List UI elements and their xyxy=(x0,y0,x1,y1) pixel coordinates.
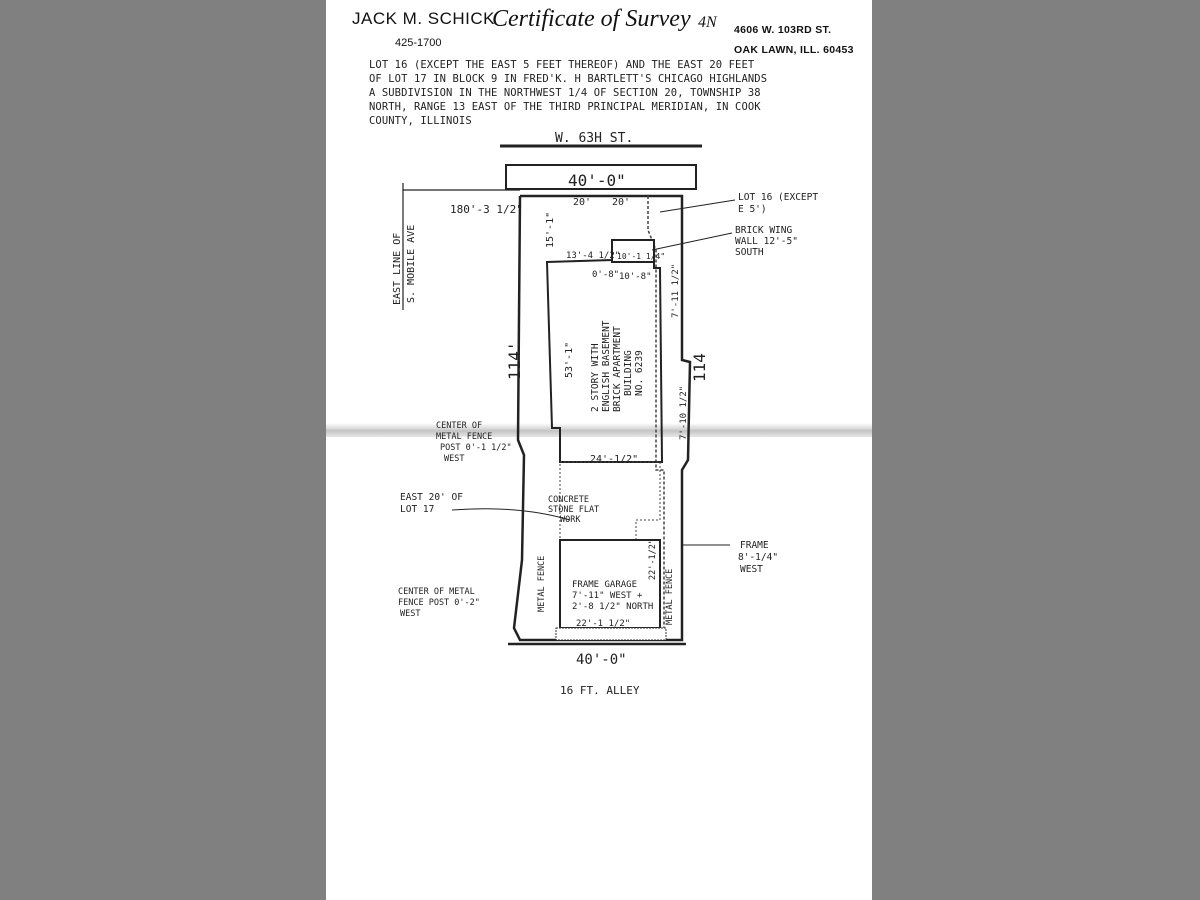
building-label-5: NO. 6239 xyxy=(634,350,645,396)
legal-line-5: COUNTY, ILLINOIS xyxy=(369,115,472,127)
frame-note-1: FRAME xyxy=(740,540,769,551)
offset-a-label: 0'-8" xyxy=(592,270,620,280)
brick-wing-note-2: WALL 12'-5" xyxy=(735,236,798,247)
alley-label: 16 FT. ALLEY xyxy=(560,684,640,697)
east-line-label-1: EAST LINE OF xyxy=(392,232,403,305)
street-name: W. 63H ST. xyxy=(555,131,634,146)
surveyor-phone: 425-1700 xyxy=(395,37,442,49)
wing-depth-label: 10'-1 1/4" xyxy=(617,252,666,261)
concrete-note-1: CONCRETE xyxy=(548,495,589,505)
corner-distance-label: 180'-3 1/2" xyxy=(450,203,523,216)
concrete-note-2: STONE FLAT xyxy=(548,505,600,515)
fence2-note-3: WEST xyxy=(400,609,421,619)
east-depth-label: 114 xyxy=(690,353,709,382)
fence1-note-4: WEST xyxy=(444,454,465,464)
side-yard-label-2: 7'-10 1/2" xyxy=(679,385,689,440)
building-label-2: ENGLISH BASEMENT xyxy=(601,320,612,412)
building-label-4: BUILDING xyxy=(623,350,634,396)
fence2-note-2: FENCE POST 0'-2" xyxy=(398,598,480,608)
front-setback-label: 15'-1" xyxy=(545,211,556,248)
building-label-3: BRICK APARTMENT xyxy=(612,326,623,412)
fence2-note-1: CENTER OF METAL xyxy=(398,587,475,597)
garage-label-3: 2'-8 1/2" NORTH xyxy=(572,602,654,612)
metal-fence-east-label: METAL FENCE xyxy=(665,568,675,625)
brick-wing-note-3: SOUTH xyxy=(735,247,764,258)
fence1-note-3: POST 0'-1 1/2" xyxy=(440,443,512,453)
garage-width-label: 22'-1 1/2" xyxy=(576,619,631,629)
east20-note-2: LOT 17 xyxy=(400,504,435,515)
front-width-label: 40'-0" xyxy=(568,171,626,190)
building-depth-label: 53'-1" xyxy=(564,341,575,378)
surveyor-city: OAK LAWN, ILL. 60453 xyxy=(734,44,854,56)
legal-line-1: LOT 16 (EXCEPT THE EAST 5 FEET THEREOF) AND THE EAST 20 FEET xyxy=(369,59,755,71)
garage-label-1: FRAME GARAGE xyxy=(572,580,638,590)
surveyor-name: JACK M. SCHICK xyxy=(352,9,496,28)
rear-width-label: 40'-0" xyxy=(576,652,627,668)
legal-line-4: NORTH, RANGE 13 EAST OF THE THIRD PRINCIPAL MERIDIAN, IN COOK xyxy=(369,101,761,113)
surveyor-address: 4606 W. 103RD ST. xyxy=(734,24,832,36)
legal-line-3: A SUBDIVISION IN THE NORTHWEST 1/4 OF SECTION 20, TOWNSHIP 38 xyxy=(369,87,761,99)
east20-note-1: EAST 20' OF xyxy=(400,492,463,503)
building-label-1: 2 STORY WITH xyxy=(590,343,601,412)
rear-apron xyxy=(556,628,666,640)
fence1-note-2: METAL FENCE xyxy=(436,432,493,442)
west-depth-label: 114' xyxy=(505,341,524,380)
lot16-note-2: E 5') xyxy=(738,204,767,215)
frame-note-2: 8'-1/4" xyxy=(738,552,779,563)
setback-20-a: 20' xyxy=(573,197,592,208)
north-arrow-mark: 4N xyxy=(698,14,717,31)
garage-depth-label: 22'-1/2" xyxy=(648,539,658,580)
garage-label-2: 7'-11" WEST + xyxy=(572,591,643,601)
offset-b-label: 10'-8" xyxy=(619,272,652,282)
document-title: Certificate of Survey xyxy=(492,6,691,32)
lot16-note-1: LOT 16 (EXCEPT xyxy=(738,192,819,203)
east-line-label-2: S. MOBILE AVE xyxy=(406,224,417,303)
building-width-label: 24'-1/2" xyxy=(590,454,639,465)
brick-wing-note-1: BRICK WING xyxy=(735,225,793,236)
frame-note-3: WEST xyxy=(740,564,763,575)
side-yard-label: 7'-11 1/2" xyxy=(671,263,681,318)
concrete-note-3: WORK xyxy=(560,515,581,525)
setback-20-b: 20' xyxy=(612,197,631,208)
fence1-note-1: CENTER OF xyxy=(436,421,483,431)
lot16-leader xyxy=(660,200,735,212)
brick-wing-leader xyxy=(652,233,732,250)
wing-width-label: 13'-4 1/2" xyxy=(566,251,621,261)
metal-fence-west-label: METAL FENCE xyxy=(537,555,547,612)
legal-line-2: OF LOT 17 IN BLOCK 9 IN FRED'K. H BARTLETT'S CHICAGO HIGHLANDS xyxy=(369,73,768,85)
